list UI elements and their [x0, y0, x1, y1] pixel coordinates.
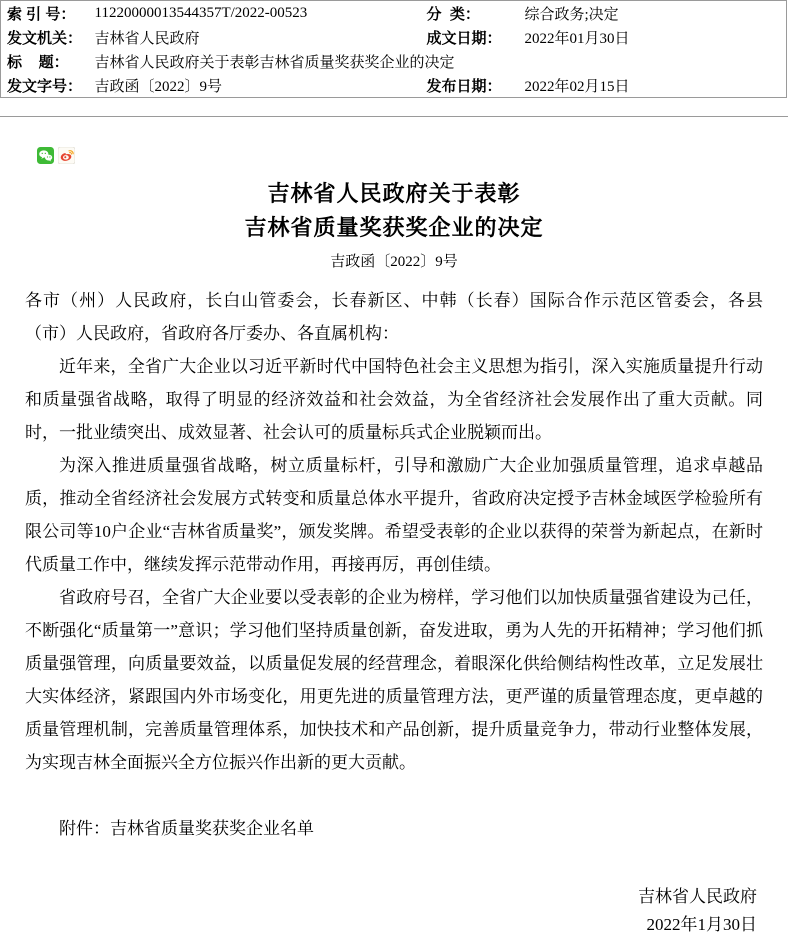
- category-label: 分 类：: [426, 5, 480, 23]
- document-meta-table: [0, 0, 787, 98]
- signature-block: [25, 883, 763, 939]
- publish-date-label: 发布日期：: [426, 77, 502, 95]
- document-body: [0, 147, 788, 939]
- attachment-note: 附件：吉林省质量奖获奖企业名单: [59, 819, 314, 838]
- meta-row-index: [1, 1, 787, 26]
- doc-title-value: 吉林省人民政府关于表彰吉林省质量奖获奖企业的决定: [94, 54, 455, 71]
- paragraph-3: 省政府号召，全省广大企业要以受表彰的企业为榜样，学习他们以加快质量强省建设为己任，不断强化“质量第一”意识；学习他们坚持质量创新，奋发进取，勇为人先的开拓精神；学习他们抓质量强管理，向质量要效益，以质量促发展的经营理念，着眼深化供给侧结构性改革，立足发展壮大实体经济，紧跟国内外市场变化，用更先进的质量管理方法，更严谨的质量管理态度，更卓越的质量管理机制，完善质量管理体系，加快技术和产品创新，提升质量竞争力，带动行业整体发展，为实现吉林全面振兴全方位振兴作出新的更大贡献。: [25, 588, 763, 772]
- signature-date: 2022年1月30日: [646, 915, 757, 934]
- index-number-value: 11220000013544357T/2022-00523: [94, 4, 308, 21]
- category-value: 综合政务;决定: [524, 6, 619, 23]
- meta-row-agency: [1, 25, 787, 49]
- written-date-label: 成文日期：: [426, 29, 502, 47]
- header-separator: [0, 116, 788, 117]
- paragraph-2: 为深入推进质量强省战略，树立质量标杆，引导和激励广大企业加强质量管理，追求卓越品质，推动全省经济社会发展方式转变和质量总体水平提升，省政府决定授予吉林金域医学检验所有限公司等10户企业“吉林省质量奖”，颁发奖牌。希望受表彰的企业以获得的荣誉为新起点，在新时代质量工作中，继续发挥示范带动作用，再接再厉，再创佳绩。: [25, 456, 763, 574]
- publish-date-value: 2022年02月15日: [524, 78, 630, 95]
- page-title: [25, 177, 763, 245]
- meta-row-docnum: [1, 73, 787, 98]
- share-buttons: [37, 147, 763, 165]
- doc-title-label: 标 题：: [7, 53, 69, 71]
- wechat-share-icon[interactable]: [37, 147, 54, 164]
- salutation-paragraph: 各市（州）人民政府，长白山管委会，长春新区、中韩（长春）国际合作示范区管委会，各县（市）人民政府，省政府各厅委办、各直属机构：: [25, 291, 763, 343]
- written-date-value: 2022年01月30日: [524, 30, 630, 47]
- issuing-agency-label: 发文机关：: [7, 29, 83, 47]
- document-text: [25, 284, 763, 779]
- document-reference-number: 吉政函〔2022〕9号: [330, 254, 458, 270]
- page-title-line1: 吉林省人民政府关于表彰: [267, 181, 521, 206]
- doc-number-value: 吉政函〔2022〕9号: [94, 78, 223, 95]
- issuing-agency-value: 吉林省人民政府: [94, 30, 200, 47]
- weibo-share-icon[interactable]: [58, 147, 75, 164]
- paragraph-1: 近年来，全省广大企业以习近平新时代中国特色社会主义思想为指引，深入实施质量提升行动和质量强省战略，取得了明显的经济效益和社会效益，为全省经济社会发展作出了重大贡献。同时，一批业绩突出、成效显著、社会认可的质量标兵式企业脱颖而出。: [25, 357, 763, 442]
- signature-agency: 吉林省人民政府: [638, 887, 757, 906]
- page-title-line2: 吉林省质量奖获奖企业的决定: [244, 215, 544, 240]
- meta-row-title: [1, 49, 787, 73]
- doc-number-label: 发文字号：: [7, 77, 83, 95]
- index-number-label: 索 引 号：: [7, 5, 76, 23]
